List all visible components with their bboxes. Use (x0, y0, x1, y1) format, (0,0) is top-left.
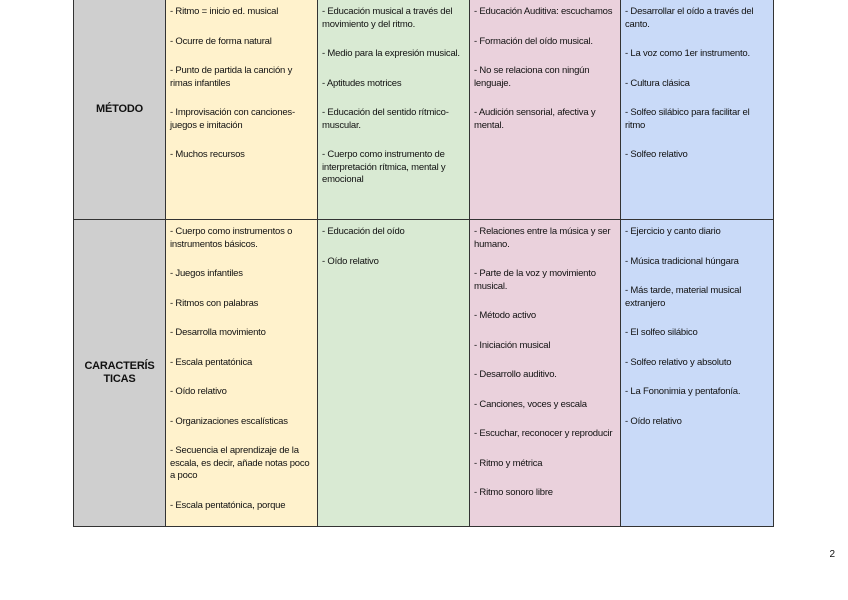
list-item: - Improvisación con canciones-juegos e imitación (170, 107, 295, 131)
list-item: - Ejercicio y canto diario (625, 226, 721, 237)
list-item: - Iniciación musical (474, 339, 551, 351)
list-item: - Formación del oído musical. (474, 35, 593, 47)
list-item: - Escala pentatónica, porque (170, 499, 286, 511)
list-item: - Cuerpo como instrumentos o instrumentos básicos. (170, 226, 293, 250)
list-item: - Música tradicional húngara (625, 255, 739, 267)
list-item: - El solfeo silábico (625, 327, 698, 338)
list-item: - Oído relativo (322, 255, 379, 267)
list-item: - Solfeo relativo (625, 149, 688, 160)
cell (166, 0, 318, 220)
comparison-table (73, 0, 774, 527)
list-item: - Aptitudes motrices (322, 77, 402, 89)
table-row-metodo (74, 0, 774, 220)
list-item: - Medio para la expresión musical. (322, 48, 460, 59)
cell (166, 220, 318, 527)
list-item: - Educación del sentido rítmico-muscular. (322, 107, 449, 131)
list-item: - Más tarde, material musical extranjero (625, 285, 742, 309)
list-item: - Secuencia el aprendizaje de la escala, es decir, añade notas poco a poco (170, 445, 310, 481)
list-item: - Escala pentatónica (170, 356, 253, 368)
row-header-label: TICAS (103, 373, 136, 385)
cell (470, 0, 621, 220)
list-item: - Educación del oído (322, 226, 405, 237)
list-item: - La voz como 1er instrumento. (625, 48, 750, 59)
list-item: - Ritmo = inicio ed. musical (170, 6, 279, 17)
list-item: - Canciones, voces y escala (474, 398, 587, 410)
list-item: - Ritmo sonoro libre (474, 487, 553, 498)
list-item: - Solfeo silábico para facilitar el ritmo (625, 107, 750, 131)
list-item: - Parte de la voz y movimiento musical. (474, 268, 596, 292)
cell (621, 0, 774, 220)
cell (318, 220, 470, 527)
list-item: - Relaciones entre la música y ser humano. (474, 226, 611, 250)
row-header-caracteristicas (74, 220, 166, 527)
list-item: - Punto de partida la canción y rimas infantiles (170, 65, 293, 89)
list-item: - Ritmos con palabras (170, 297, 259, 309)
list-item: - Educación musical a través del movimiento y del ritmo. (322, 6, 453, 30)
list-item: - Desarrolla movimiento (170, 327, 266, 338)
list-item: - Solfeo relativo y absoluto (625, 356, 732, 368)
cell (621, 220, 774, 527)
list-item: - No se relaciona con ningún lenguaje. (474, 65, 590, 89)
list-item: - Oído relativo (170, 386, 227, 397)
list-item: - Organizaciones escalísticas (170, 415, 288, 427)
row-header-label: MÉTODO (96, 103, 143, 115)
list-item: - Ritmo y métrica (474, 457, 543, 469)
list-item: - Cuerpo como instrumento de interpretación rítmica, mental y emocional (322, 149, 446, 185)
list-item: - Desarrollo auditivo. (474, 369, 557, 380)
row-header-label: CARACTERÍS (84, 360, 155, 372)
list-item: - Audición sensorial, afectiva y mental. (474, 107, 596, 131)
list-item: - Muchos recursos (170, 149, 245, 160)
list-item: - Oído relativo (625, 415, 682, 427)
table-row-caracteristicas (74, 220, 774, 527)
list-item: - Ocurre de forma natural (170, 35, 272, 47)
list-item: - Método activo (474, 310, 536, 321)
list-item: - Juegos infantiles (170, 268, 243, 279)
row-header-metodo (74, 0, 166, 220)
list-item: - Escuchar, reconocer y reproducir (474, 428, 613, 439)
page-number: 2 (829, 549, 835, 560)
list-item: - La Fononimia y pentafonía. (625, 386, 741, 397)
list-item: - Educación Auditiva: escuchamos (474, 6, 613, 17)
list-item: - Desarrollar el oído a través del canto. (625, 6, 754, 30)
cell (470, 220, 621, 527)
list-item: - Cultura clásica (625, 77, 690, 89)
cell (318, 0, 470, 220)
